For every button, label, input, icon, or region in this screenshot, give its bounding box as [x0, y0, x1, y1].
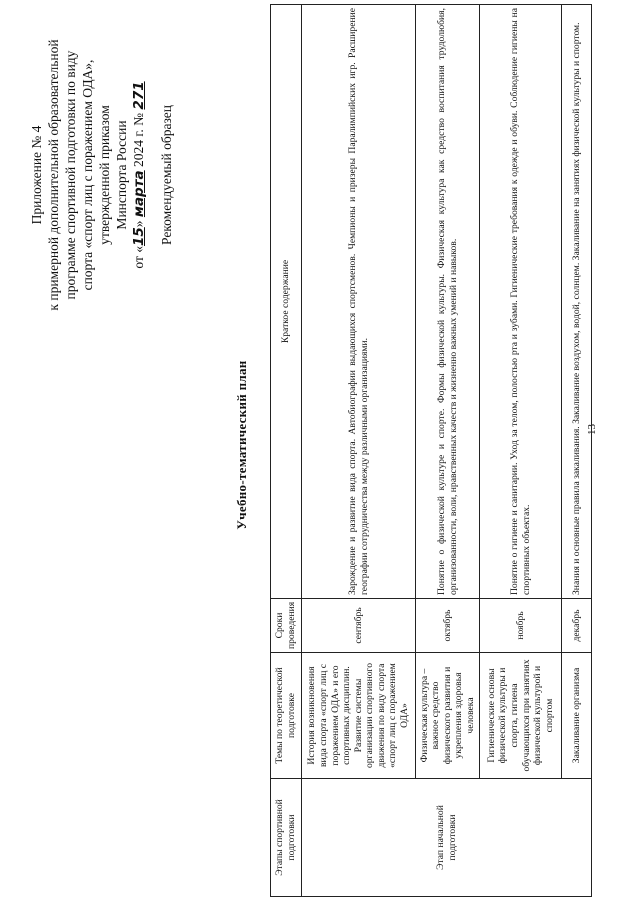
topic-cell: Гигиенические основы физической культуры и спорта, гигиена обучающихся при занятиях физической культурой и спортом: [480, 653, 562, 779]
header-term: Сроки проведения: [271, 599, 302, 653]
table-header-row: [271, 5, 302, 897]
header-line-2: программе спортивной подготовки по виду: [63, 50, 78, 300]
table-row: [302, 5, 416, 897]
header-line-1: к примерной дополнительной образовательной: [46, 39, 61, 311]
header-line-4: утвержденной приказом: [97, 105, 112, 245]
date-prefix: от «: [131, 246, 146, 269]
header-content: Краткое содержание: [271, 5, 302, 599]
table-row: [416, 5, 480, 897]
content-cell: Понятие о гигиене и санитарии. Уход за телом, полостью рта и зубами. Гигиенические требования к одежде и обуви. Соблюдение гигиены на спортивных объектах.: [480, 5, 562, 599]
plan-title: Учебно-тематический план: [234, 360, 249, 530]
header-topic: Темы по теоретической подготовке: [271, 653, 302, 779]
table-row: [562, 5, 592, 897]
header-line-3: спорта «спорт лиц с поражением ОДА»,: [80, 59, 95, 291]
content-cell: Понятие о физической культуре и спорте. Формы физической культуры. Физическая культура как средство воспитания трудолюбия, организованности, воли, нравственных качеств и жизненно важных умений и навыков.: [416, 5, 480, 599]
recommended-sample: Рекомендуемый образец: [159, 105, 174, 246]
appendix-title: Приложение № 4: [29, 125, 44, 225]
header-line-5: Минспорта России: [114, 120, 129, 230]
term-cell: октябрь: [416, 599, 480, 653]
topic-cell: Закаливание организма: [562, 653, 592, 779]
order-date-line: [130, 25, 148, 325]
date-year: 2024 г. №: [131, 112, 146, 167]
date-day: 15: [131, 227, 147, 247]
page-number: 13: [586, 424, 598, 435]
term-cell: декабрь: [562, 599, 592, 653]
order-number: 271: [131, 81, 147, 110]
term-cell: сентябрь: [302, 599, 416, 653]
thematic-plan-table: [270, 4, 592, 897]
topic-cell: История возникновения вида спорта «спорт лиц с поражением ОДА» и его спортивных дисциплин. Развитие системы организации спортивного движения по виду спорта «спорт лиц с поражением ОДА»: [302, 653, 416, 779]
date-month: марта: [131, 170, 147, 218]
appendix-header: [28, 25, 175, 325]
header-stage: Этапы спортивной подготовки: [271, 779, 302, 897]
content-cell: Знания и основные правила закаливания. Закаливание воздухом, водой, солнцем. Закаливание на занятиях физической культуры и спортом.: [562, 5, 592, 599]
content-cell: Зарождение и развитие вида спорта. Автобиографии выдающихся спортсменов. Чемпионы и призеры Паралимпийских игр. Расширение географии сотрудничества между различными организациями.: [302, 5, 416, 599]
term-cell: ноябрь: [480, 599, 562, 653]
stage-cell: Этап начальной подготовки: [302, 779, 592, 897]
table-row: [480, 5, 562, 897]
date-mid: »: [131, 220, 146, 228]
topic-cell: Физическая культура – важное средство физического развития и укрепления здоровья человека: [416, 653, 480, 779]
